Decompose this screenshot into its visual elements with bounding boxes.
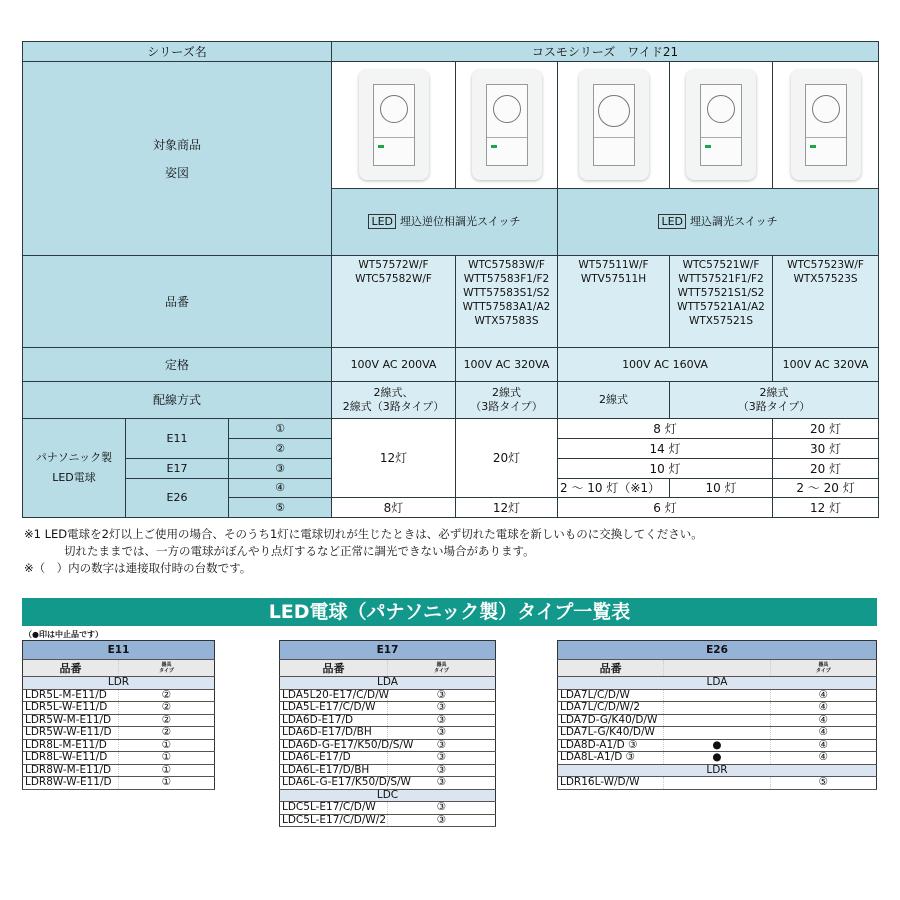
- part-col-header: 品番: [23, 660, 119, 677]
- fixture-type: ②: [119, 689, 215, 702]
- bulb-part-number: LDR8W-M-E11/D: [23, 764, 119, 777]
- bulb-list-banner: LED電球（パナソニック製）タイプ一覧表: [22, 598, 877, 626]
- bulb-part-number: LDA6D-G-E17/K50/D/S/W: [280, 739, 388, 752]
- wiring: 2線式 （3路タイプ）: [456, 382, 558, 419]
- bulb-row: [23, 689, 215, 702]
- part-col-header: 品番: [558, 660, 664, 677]
- bulb-part-number: LDR8W-W-E11/D: [23, 777, 119, 790]
- series-label: シリーズ名: [23, 42, 332, 62]
- type-text: 埋込調光スイッチ: [690, 215, 778, 228]
- discontinued-mark: ●: [664, 739, 770, 752]
- bulb-part-number: LDA7L/C/D/W/2: [558, 702, 664, 715]
- discontinued-mark: [664, 714, 770, 727]
- count: 2 ～ 10 灯（※1）: [558, 479, 670, 498]
- fixture-type-header: 器具 タイプ: [388, 660, 496, 677]
- bulb-row: [280, 752, 496, 765]
- bulb-row: [558, 702, 877, 715]
- type-text: 埋込逆位相調光スイッチ: [400, 215, 521, 228]
- part-numbers: WTC57583W/F WTT57583F1/F2 WTT57583S1/S2 WTT57583A1/A2 WTX57583S: [456, 256, 558, 348]
- footnotes: [24, 526, 703, 577]
- fixture-type: ③: [388, 752, 496, 765]
- product-image: [456, 62, 558, 189]
- group-header: LDC: [280, 789, 496, 802]
- bulb-part-number: LDA5L20-E17/C/D/W: [280, 689, 388, 702]
- wiring-label: 配線方式: [23, 382, 332, 419]
- fixture-type: ②: [119, 727, 215, 740]
- product-image: [670, 62, 773, 189]
- base-title: E17: [280, 641, 496, 660]
- bulb-part-number: LDA8D-A1/D ③: [558, 739, 664, 752]
- count: 20灯: [456, 419, 558, 498]
- led-badge: LED: [658, 214, 686, 229]
- bulb-row: [280, 702, 496, 715]
- footnote-2: ※（ ）内の数字は連接取付時の台数です。: [24, 561, 252, 575]
- fixture-type: ④: [770, 702, 876, 715]
- bulb-part-number: LDR8L-M-E11/D: [23, 739, 119, 752]
- bulb-row: [558, 752, 877, 765]
- bulb-part-number: LDA8L-A1/D ③: [558, 752, 664, 765]
- fixture-type: ③: [388, 727, 496, 740]
- fixture-type: ③: [388, 802, 496, 815]
- dimmer-switch-image: [579, 70, 649, 180]
- bulb-row: [558, 739, 877, 752]
- count: 12灯: [456, 498, 558, 518]
- bulb-part-number: LDA5L-E17/C/D/W: [280, 702, 388, 715]
- bulb-part-number: LDR5W-M-E11/D: [23, 714, 119, 727]
- count: 12灯: [332, 419, 456, 498]
- type-2: ②: [229, 439, 332, 459]
- bulb-row: [558, 714, 877, 727]
- fixture-type: ②: [119, 714, 215, 727]
- bulb-row: [280, 814, 496, 827]
- bulb-row: [23, 714, 215, 727]
- bulb-row: [280, 802, 496, 815]
- fixture-type: ③: [388, 739, 496, 752]
- part-numbers: WT57511W/F WTV57511H: [558, 256, 670, 348]
- type-3: ③: [229, 459, 332, 479]
- base-e26: E26: [126, 479, 229, 518]
- fixture-type: ④: [770, 739, 876, 752]
- fixture-type: ①: [119, 777, 215, 790]
- led-badge: LED: [368, 214, 396, 229]
- part-number-label: 品番: [23, 256, 332, 348]
- fixture-type-header: 器具 タイプ: [119, 660, 215, 677]
- fixture-type: ③: [388, 702, 496, 715]
- rating: 100V AC 320VA: [773, 348, 879, 382]
- wiring: 2線式: [558, 382, 670, 419]
- bulb-part-number: LDR5L-W-E11/D: [23, 702, 119, 715]
- series-value: コスモシリーズ ワイド21: [332, 42, 879, 62]
- bulb-row: [558, 689, 877, 702]
- bulb-part-number: LDA6L-G-E17/K50/D/S/W: [280, 777, 388, 790]
- fixture-type: ①: [119, 764, 215, 777]
- bulb-part-number: LDA7L/C/D/W: [558, 689, 664, 702]
- bulb-part-number: LDC5L-E17/C/D/W: [280, 802, 388, 815]
- bulb-row: [558, 727, 877, 740]
- type-4: ④: [229, 479, 332, 498]
- group-header: LDR: [558, 764, 877, 777]
- count: 10 灯: [670, 479, 773, 498]
- fixture-type: ③: [388, 777, 496, 790]
- count: 30 灯: [773, 439, 879, 459]
- bulb-row: [23, 764, 215, 777]
- discontinued-mark: [664, 702, 770, 715]
- footnote-1: ※1 LED電球を2灯以上ご使用の場合、そのうち1灯に電球切れが生じたときは、必ず切れた電球を新しいものに交換してください。: [24, 527, 703, 541]
- count: 8 灯: [558, 419, 773, 439]
- discontinued-mark: ●: [664, 752, 770, 765]
- rating: 100V AC 200VA: [332, 348, 456, 382]
- product-image: [332, 62, 456, 189]
- count: 14 灯: [558, 439, 773, 459]
- bulb-row: [280, 739, 496, 752]
- count: 12 灯: [773, 498, 879, 518]
- bulb-row: [23, 739, 215, 752]
- dimmer-switch-image: [472, 70, 542, 180]
- count: 2 ～ 20 灯: [773, 479, 879, 498]
- type-5: ⑤: [229, 498, 332, 518]
- footnote-1-cont: 切れたままでは、一方の電球がぼんやり点灯するなど正常に調光できない場合があります。: [64, 544, 535, 558]
- base-title: E26: [558, 641, 877, 660]
- bulb-part-number: LDR5L-M-E11/D: [23, 689, 119, 702]
- bulb-part-number: LDA7D-G/K40/D/W: [558, 714, 664, 727]
- fixture-type: ①: [119, 739, 215, 752]
- fixture-type: ④: [770, 752, 876, 765]
- bulb-row: [23, 752, 215, 765]
- count: 10 灯: [558, 459, 773, 479]
- bulb-row: [23, 777, 215, 790]
- fixture-type: ③: [388, 689, 496, 702]
- rating: 100V AC 160VA: [558, 348, 773, 382]
- fixture-type: ③: [388, 814, 496, 827]
- part-numbers: WT57572W/F WTC57582W/F: [332, 256, 456, 348]
- type-label-dimmer: [558, 189, 879, 256]
- bulb-row: [280, 764, 496, 777]
- discontinued-note: （●印は中止品です）: [24, 630, 103, 639]
- discontinued-mark: [664, 689, 770, 702]
- base-e11: E11: [126, 419, 229, 459]
- bulb-row: [280, 777, 496, 790]
- e26-bulb-table: [557, 640, 877, 790]
- bulb-row: [280, 727, 496, 740]
- part-col-header: 品番: [280, 660, 388, 677]
- bulb-part-number: LDR16L-W/D/W: [558, 777, 664, 790]
- rating-label: 定格: [23, 348, 332, 382]
- fixture-type: ④: [770, 727, 876, 740]
- product-image: [558, 62, 670, 189]
- fixture-type: ③: [388, 714, 496, 727]
- wiring: 2線式、 2線式（3路タイプ）: [332, 382, 456, 419]
- bulb-part-number: LDA6L-E17/D/BH: [280, 764, 388, 777]
- dimmer-switch-image: [359, 70, 429, 180]
- discontinued-mark: [664, 727, 770, 740]
- bulb-part-number: LDA6D-E17/D: [280, 714, 388, 727]
- bulb-row: [23, 702, 215, 715]
- fixture-type: ⑤: [770, 777, 876, 790]
- count: 8灯: [332, 498, 456, 518]
- count: 20 灯: [773, 419, 879, 439]
- bulb-part-number: LDA6L-E17/D: [280, 752, 388, 765]
- base-e17: E17: [126, 459, 229, 479]
- count: 20 灯: [773, 459, 879, 479]
- fixture-type: ③: [388, 764, 496, 777]
- fixture-type: ②: [119, 702, 215, 715]
- dimmer-switch-image: [686, 70, 756, 180]
- fixture-type: ④: [770, 714, 876, 727]
- bulb-row: [280, 714, 496, 727]
- wiring: 2線式 （3路タイプ）: [670, 382, 879, 419]
- dimmer-spec-table: [22, 41, 879, 518]
- type-label-reverse-phase: [332, 189, 558, 256]
- figure-label: 姿図: [164, 165, 189, 180]
- bulb-row: [558, 777, 877, 790]
- group-header: LDR: [23, 677, 215, 690]
- bulb-label: パナソニック製 LED電球: [23, 419, 126, 518]
- bulb-row: [280, 689, 496, 702]
- dimmer-switch-image: [791, 70, 861, 180]
- base-title: E11: [23, 641, 215, 660]
- target-product-label: [23, 62, 332, 256]
- discontinued-mark: [664, 777, 770, 790]
- count: 6 灯: [558, 498, 773, 518]
- group-header: LDA: [558, 677, 877, 690]
- fixture-type: ④: [770, 689, 876, 702]
- bulb-part-number: LDA7L-G/K40/D/W: [558, 727, 664, 740]
- bulb-part-number: LDR5W-W-E11/D: [23, 727, 119, 740]
- rating: 100V AC 320VA: [456, 348, 558, 382]
- part-numbers: WTC57523W/F WTX57523S: [773, 256, 879, 348]
- type-1: ①: [229, 419, 332, 439]
- product-image: [773, 62, 879, 189]
- group-header: LDA: [280, 677, 496, 690]
- bulb-row: [23, 727, 215, 740]
- bulb-part-number: LDA6D-E17/D/BH: [280, 727, 388, 740]
- e17-bulb-table: [279, 640, 496, 827]
- target-label: 対象商品: [152, 137, 201, 152]
- part-numbers: WTC57521W/F WTT57521F1/F2 WTT57521S1/S2 WTT57521A1/A2 WTX57521S: [670, 256, 773, 348]
- fixture-type: ①: [119, 752, 215, 765]
- bulb-part-number: LDC5L-E17/C/D/W/2: [280, 814, 388, 827]
- e11-bulb-table: [22, 640, 215, 790]
- fixture-type-header: 器具 タイプ: [770, 660, 876, 677]
- bulb-part-number: LDR8L-W-E11/D: [23, 752, 119, 765]
